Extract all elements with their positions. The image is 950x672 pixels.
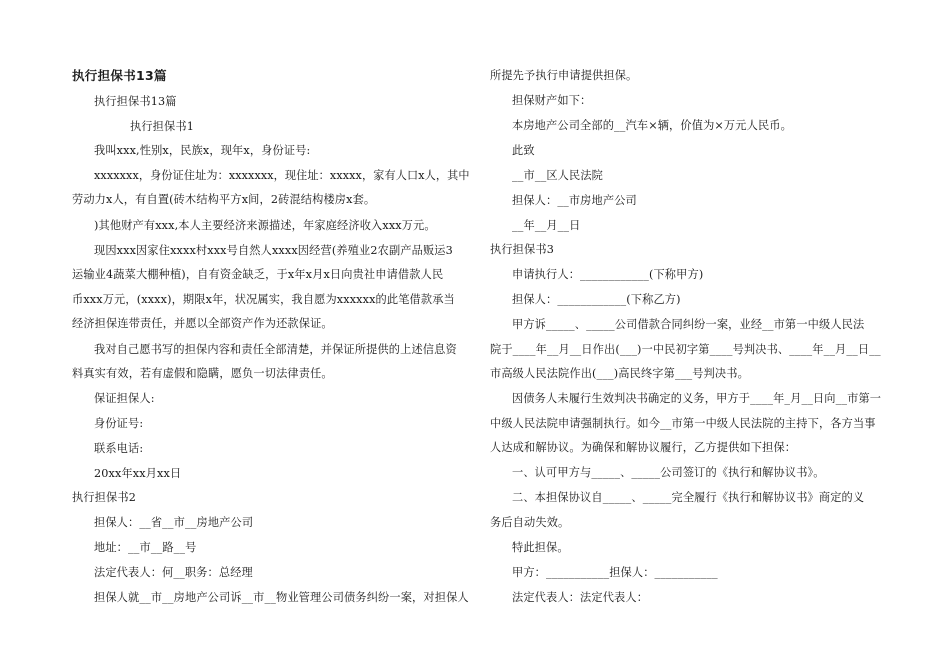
paragraph-line: 院于____年__月__日作出(___)一中民初字第____号判决书、____年__月__日__ [490, 343, 881, 356]
paragraph-line: 中级人民法院申请强制执行。如今__市第一中级人民法院的主持下，各方当事 [490, 417, 876, 430]
legal-representative-line: 法定代表人：何__职务：总经理 [94, 566, 253, 579]
phone-label: 联系电话: [94, 442, 144, 455]
signature-line: 担保人：__市房地产公司 [512, 194, 637, 207]
paragraph-line: 劳动力x人，有自置(砖木结构平方x间，2砖混结构楼房x套。 [72, 193, 376, 206]
court-line: __市__区人民法院 [512, 169, 604, 182]
address-line: 地址：__市__路__号 [94, 541, 197, 554]
salutation-line: 此致 [512, 144, 535, 157]
paragraph-line: 币xxx万元，(xxxx)，期限x年，状况属实，我自愿为xxxxxx的此笔借款承当 [72, 293, 455, 306]
paragraph-line: 运输业4蔬菜大棚种植)，自有资金缺乏，于x年x月x日向贵社申请借款人民 [72, 268, 444, 281]
paragraph-line: 料真实有效，若有虚假和隐瞒，愿负一切法律责任。 [72, 367, 333, 380]
list-item-continuation: 务后自动失效。 [490, 516, 570, 529]
applicant-line: 申请执行人：____________(下称甲方) [512, 268, 704, 281]
section-heading-3: 执行担保书3 [490, 243, 554, 256]
property-line: 本房地产公司全部的__汽车×辆，价值为×万元人民币。 [512, 119, 792, 132]
paragraph-line: 我叫xxx,性别x，民族x，现年x，身份证号: [94, 144, 311, 157]
closing-line: 特此担保。 [512, 541, 569, 554]
guarantor-line: 担保人：____________(下称乙方) [512, 293, 681, 306]
party-signature-line: 甲方：___________担保人：___________ [512, 566, 718, 579]
paragraph-line: )其他财产有xxx,本人主要经济来源描述，年家庭经济收入xxx万元。 [94, 219, 436, 232]
guarantor-line: 担保人：__省__市__房地产公司 [94, 516, 254, 529]
paragraph-line: 人达成和解协议。为确保和解协议履行，乙方提供如下担保： [490, 441, 797, 454]
paragraph-line: 因债务人未履行生效判决书确定的义务，甲方于____年_月__日向__市第一 [512, 392, 882, 405]
section-heading-2: 执行担保书2 [72, 491, 136, 504]
date-line: __年__月__日 [512, 219, 581, 232]
list-item: 二、本担保协议自_____、_____完全履行《执行和解协议书》商定的义 [512, 491, 865, 504]
document-title: 执行担保书13篇 [72, 68, 167, 83]
property-label: 担保财产如下： [512, 94, 592, 107]
paragraph-line: 所提先予执行申请提供担保。 [490, 69, 638, 82]
list-item: 一、认可甲方与_____、_____公司签订的《执行和解协议书》。 [512, 466, 825, 479]
document-subtitle: 执行担保书13篇 [94, 95, 177, 108]
section-heading-1: 执行担保书1 [130, 120, 194, 133]
paragraph-line: 经济担保连带责任，并愿以全部资产作为还款保证。 [72, 317, 333, 330]
paragraph-line: xxxxxxx，身份证住址为：xxxxxxx，现住址：xxxxx，家有人口x人，其中 [94, 169, 470, 182]
paragraph-line: 现因xxx因家住xxxx村xxx号自然人xxxx因经营(养殖业2农副产品贩运3 [94, 244, 453, 257]
guarantor-label: 保证担保人: [94, 392, 155, 405]
legal-representative-line: 法定代表人：法定代表人： [512, 591, 649, 604]
paragraph-line: 我对自己愿书写的担保内容和责任全部清楚，并保证所提供的上述信息资 [94, 343, 457, 356]
paragraph-line: 市高级人民法院作出(___)高民终字第___号判决书。 [490, 367, 749, 380]
id-label: 身份证号: [94, 417, 144, 430]
paragraph-line: 甲方诉_____、_____公司借款合同纠纷一案，业经__市第一中级人民法 [512, 318, 865, 331]
date-line: 20xx年xx月xx日 [94, 467, 182, 480]
paragraph-line: 担保人就__市__房地产公司诉__市__物业管理公司债务纠纷一案，对担保人 [94, 591, 469, 604]
